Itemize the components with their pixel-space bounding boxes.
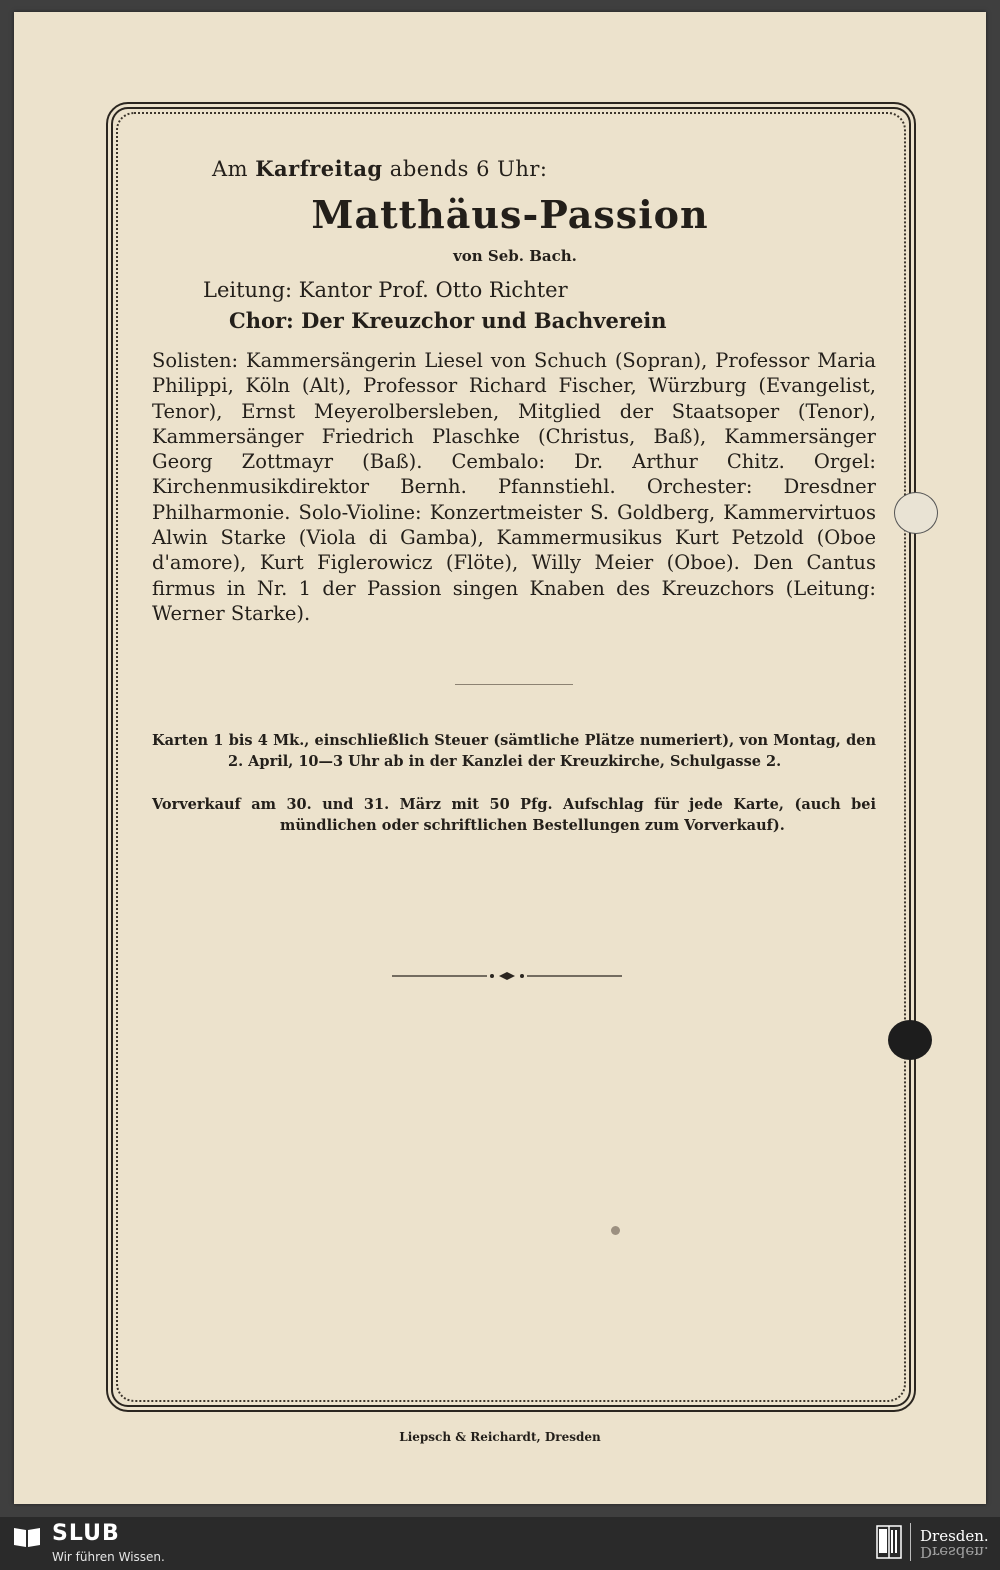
tickets-text: Karten 1 bis 4 Mk., einschließlich Steuer (sämtliche Plätze numeriert), von Montag, den 2. April, 10—3 Uhr ab in der Kanzlei der Kreuzkirche, Schulgasse 2.: [152, 732, 876, 770]
work-title: Matthäus-Passion: [311, 192, 709, 237]
soloists-paragraph: Solisten: Kammersängerin Liesel von Schuch (Sopran), Professor Maria Philippi, Köln (Alt), Professor Richard Fischer, Würzburg (Evangelist, Tenor), Ernst Meyerolbersleben, Mitglied der Staatsoper (Tenor), Kammersänger Friedrich Plaschke (Christus, Baß), Kammersänger Georg Zottmayr (Baß). Cembalo: Dr. Arthur Chitz. Orgel: Kirchenmusikdirektor Bernh. Pfannstiehl. Orchester: Dresdner Philharmonie. Solo-Violine: Konzertmeister S. Goldberg, Kammervirtuos Alwin Starke (Viola di Gamba), Kammermusikus Kurt Petzold (Oboe d'amore), Kurt Figlerowicz (Flöte), Willy Meier (Oboe). Den Cantus firmus in Nr. 1 der Passion singen Knaben des Kreuzchors (Leitung: Werner Starke).: [152, 349, 876, 625]
library-footer-bar: [0, 1517, 1000, 1570]
composer-line: von Seb. Bach.: [453, 247, 577, 265]
open-book-icon[interactable]: [12, 1525, 42, 1549]
divider-line: [455, 684, 573, 685]
choir-line: Chor: Der Kreuzchor und Bachverein: [229, 308, 667, 333]
presale-info: [152, 794, 876, 836]
dresden-wordmark[interactable]: Dresden.: [920, 1527, 989, 1545]
printer-credit: Liepsch & Reichardt, Dresden: [399, 1430, 601, 1444]
paper-speck: [611, 1226, 620, 1235]
conductor-line: Leitung: Kantor Prof. Otto Richter: [203, 278, 568, 302]
punch-hole-dark: [888, 1020, 932, 1060]
slub-tagline: Wir führen Wissen.: [52, 1550, 165, 1564]
dresden-crest-icon[interactable]: [876, 1525, 902, 1559]
event-time-line: Am Karfreitag abends 6 Uhr:: [212, 156, 548, 181]
tickets-info: [152, 730, 876, 772]
punch-hole: [894, 492, 938, 534]
ornament-divider: [392, 968, 622, 984]
presale-text: Vorverkauf am 30. und 31. März mit 50 Pfg. Aufschlag für jede Karte, (auch bei mündlichen oder schriftlichen Bestellungen zum Vorverkauf).: [152, 796, 876, 834]
footer-separator: [910, 1523, 911, 1561]
dresden-wordmark-reflection: Dresden.: [920, 1543, 989, 1561]
slub-brand[interactable]: SLUB: [52, 1521, 120, 1546]
